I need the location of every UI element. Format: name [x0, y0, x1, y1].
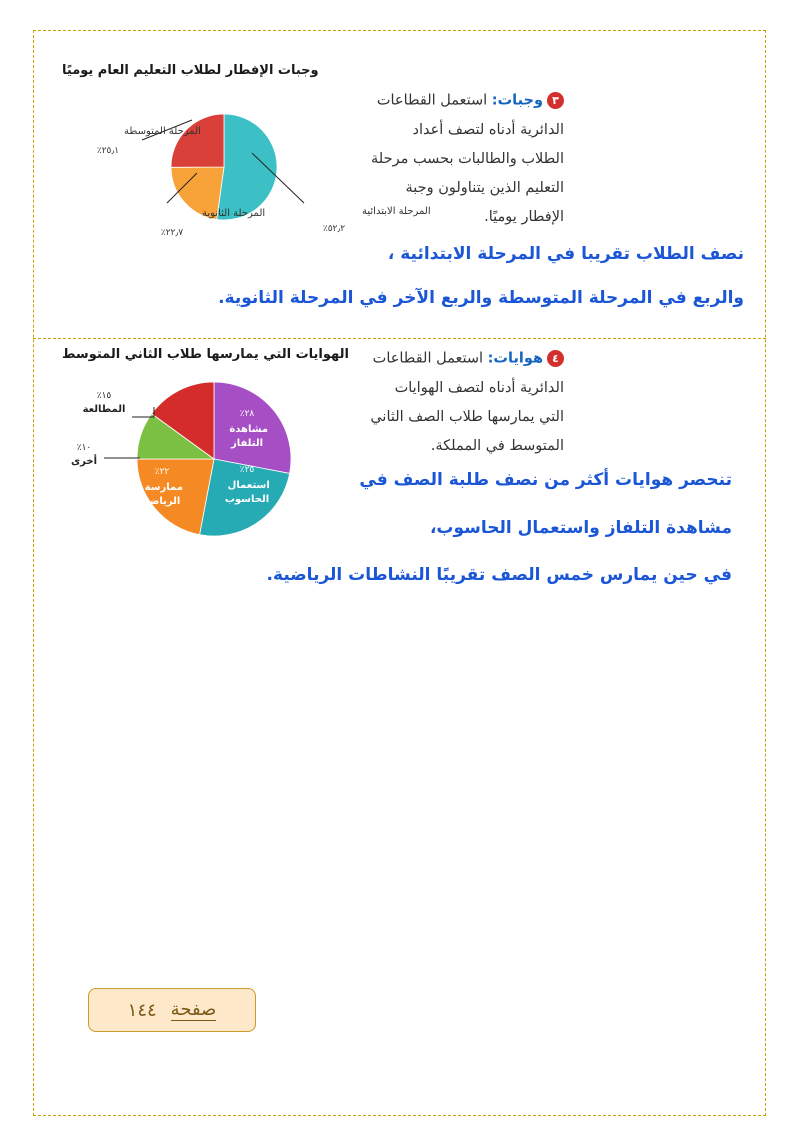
label-other: أخرى [70, 456, 98, 467]
q3-number-badge: ٣ [547, 92, 564, 109]
q4-line-1 [284, 350, 564, 367]
q3-answer-1: نصف الطلاب تقريبا في المرحلة الابتدائية ، [387, 244, 744, 264]
q3-line-3: الطلاب والطالبات بحسب مرحلة [371, 151, 564, 167]
value-other: ١٠٪ [76, 443, 92, 453]
section-divider [33, 338, 766, 339]
value-computer: ٢٥٪ [239, 465, 255, 475]
q4-heading: هوايات: [487, 350, 543, 367]
value-sports: ٢٢٪ [154, 467, 170, 477]
label-sports-line1: ممارسة [144, 482, 183, 493]
value-middle: ٢٥٫١٪ [96, 146, 120, 156]
q4-answer-3: في حين يمارس خمس الصف تقريبًا النشاطات الرياضية. [266, 565, 732, 585]
label-computer-line1: استعمال [227, 480, 270, 491]
q3-line-5: الإفطار يوميًا. [484, 209, 564, 225]
q3-line-4: التعليم الذين يتناولون وجبة [405, 180, 564, 196]
label-sports-line2: الرياضة [143, 496, 181, 507]
q4-answer-2: مشاهدة التلفاز واستعمال الحاسوب، [429, 518, 732, 538]
value-reading: ١٥٪ [96, 391, 112, 401]
q3-line-2: الدائرية أدناه لتصف أعداد [412, 122, 564, 138]
q4-line-2: الدائرية أدناه لتصف الهوايات [394, 380, 564, 396]
value-tv: ٢٨٪ [239, 409, 255, 419]
q4-number-badge: ٤ [547, 350, 564, 367]
page-number-badge [88, 988, 256, 1032]
q4-answer-1: تنحصر هوايات أكثر من نصف طلبة الصف في [359, 470, 732, 490]
q3-answer-2: والربع في المرحلة المتوسطة والربع الآخر في المرحلة الثانوية. [218, 288, 744, 308]
chart1-title: وجبات الإفطار لطلاب التعليم العام يوميًا [62, 63, 319, 78]
label-tv-line1: مشاهدة [229, 424, 269, 435]
breakfast-slice-2 [171, 114, 224, 167]
q4-line-4: المتوسط في المملكة. [430, 438, 564, 454]
q4-text-1: استعمل القطاعات [372, 350, 484, 367]
chart2-title: الهوايات التي يمارسها طلاب الثاني المتوسط [62, 347, 349, 362]
label-middle: المرحلة المتوسطة [124, 126, 201, 137]
chart2-hobbies-pie [62, 372, 312, 547]
q3-text-1: استعمل القطاعات [376, 92, 488, 109]
value-primary: ٥٢٫٢٪ [322, 224, 346, 234]
label-computer-line2: الحاسوب [224, 494, 270, 505]
label-reading: المطالعة [82, 404, 126, 415]
q4-line-3: التي يمارسها طلاب الصف الثاني [370, 409, 564, 425]
chart1-breakfast-pie [62, 85, 431, 250]
q3-heading: وجبات: [491, 92, 543, 109]
breakfast-slice-0 [217, 114, 277, 220]
value-secondary: ٢٢٫٧٪ [160, 228, 184, 238]
label-primary: المرحلة الابتدائية [362, 206, 431, 217]
page-word: صفحة [170, 999, 217, 1020]
label-tv-line2: التلفاز [230, 438, 264, 449]
q3-line-1 [284, 92, 564, 109]
label-secondary: المرحلة الثانوية [202, 208, 266, 219]
page-number: ١٤٤ [127, 999, 157, 1021]
